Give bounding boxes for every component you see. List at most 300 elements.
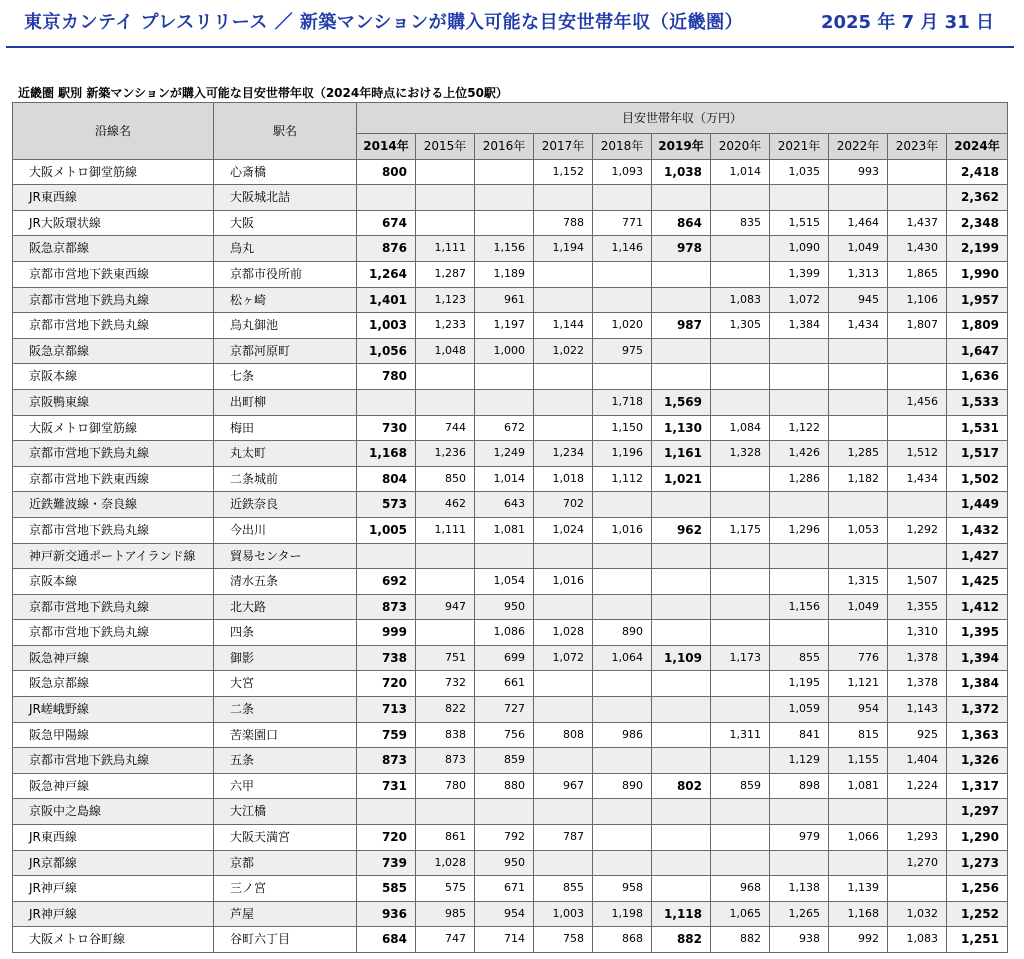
table-row bbox=[13, 415, 1008, 441]
income-cell bbox=[475, 210, 534, 236]
income-cell: 890 bbox=[593, 620, 652, 646]
income-cell: 1,122 bbox=[770, 415, 829, 441]
income-cell: 585 bbox=[357, 876, 416, 902]
income-cell: 2,362 bbox=[947, 185, 1008, 211]
income-cell: 1,028 bbox=[416, 850, 475, 876]
station-name: 二条城前 bbox=[214, 466, 357, 492]
income-cell bbox=[534, 287, 593, 313]
income-cell: 1,066 bbox=[829, 825, 888, 851]
income-cell bbox=[475, 389, 534, 415]
year-header: 2019年 bbox=[652, 134, 711, 160]
income-cell: 1,384 bbox=[947, 671, 1008, 697]
income-cell: 1,018 bbox=[534, 466, 593, 492]
income-cell: 1,014 bbox=[711, 159, 770, 185]
line-name: 阪急京都線 bbox=[13, 236, 214, 262]
income-cell: 462 bbox=[416, 492, 475, 518]
year-header: 2017年 bbox=[534, 134, 593, 160]
income-cell bbox=[888, 799, 947, 825]
line-name: JR東西線 bbox=[13, 185, 214, 211]
income-cell: 1,256 bbox=[947, 876, 1008, 902]
income-cell: 938 bbox=[770, 927, 829, 953]
station-name: 松ヶ崎 bbox=[214, 287, 357, 313]
income-cell: 1,718 bbox=[593, 389, 652, 415]
income-cell: 744 bbox=[416, 415, 475, 441]
income-cell bbox=[711, 389, 770, 415]
income-cell: 727 bbox=[475, 697, 534, 723]
line-name: 阪急神戸線 bbox=[13, 645, 214, 671]
income-cell: 1,531 bbox=[947, 415, 1008, 441]
income-cell bbox=[829, 389, 888, 415]
income-cell bbox=[711, 185, 770, 211]
table-row bbox=[13, 236, 1008, 262]
station-name: 四条 bbox=[214, 620, 357, 646]
income-cell: 954 bbox=[829, 697, 888, 723]
income-cell: 1,865 bbox=[888, 261, 947, 287]
income-cell bbox=[770, 569, 829, 595]
income-cell: 1,432 bbox=[947, 517, 1008, 543]
table-row bbox=[13, 185, 1008, 211]
table-row bbox=[13, 876, 1008, 902]
income-cell bbox=[593, 364, 652, 390]
line-name: 京都市営地下鉄東西線 bbox=[13, 466, 214, 492]
income-cell bbox=[534, 543, 593, 569]
income-cell: 1,053 bbox=[829, 517, 888, 543]
income-cell: 1,168 bbox=[829, 901, 888, 927]
station-name: 谷町六丁目 bbox=[214, 927, 357, 953]
station-name: 今出川 bbox=[214, 517, 357, 543]
income-cell bbox=[534, 594, 593, 620]
income-cell bbox=[888, 338, 947, 364]
station-name: 五条 bbox=[214, 748, 357, 774]
station-name: 出町柳 bbox=[214, 389, 357, 415]
income-cell: 1,038 bbox=[652, 159, 711, 185]
station-name: 大阪天満宮 bbox=[214, 825, 357, 851]
table-row bbox=[13, 722, 1008, 748]
income-cell bbox=[416, 185, 475, 211]
line-name: 京都市営地下鉄東西線 bbox=[13, 261, 214, 287]
income-cell: 713 bbox=[357, 697, 416, 723]
income-cell: 1,161 bbox=[652, 441, 711, 467]
income-cell: 1,021 bbox=[652, 466, 711, 492]
income-cell bbox=[829, 364, 888, 390]
income-cell bbox=[593, 825, 652, 851]
income-cell: 1,297 bbox=[947, 799, 1008, 825]
station-name: 六甲 bbox=[214, 773, 357, 799]
income-cell: 925 bbox=[888, 722, 947, 748]
income-cell: 780 bbox=[416, 773, 475, 799]
income-cell: 1,081 bbox=[475, 517, 534, 543]
income-cell: 1,252 bbox=[947, 901, 1008, 927]
station-name: 大江橋 bbox=[214, 799, 357, 825]
income-cell bbox=[770, 492, 829, 518]
income-cell: 1,194 bbox=[534, 236, 593, 262]
income-cell: 1,032 bbox=[888, 901, 947, 927]
income-cell bbox=[593, 543, 652, 569]
income-cell: 936 bbox=[357, 901, 416, 927]
income-cell bbox=[475, 364, 534, 390]
income-cell bbox=[652, 876, 711, 902]
line-name: 阪急京都線 bbox=[13, 671, 214, 697]
income-cell: 1,143 bbox=[888, 697, 947, 723]
income-cell bbox=[652, 261, 711, 287]
income-cell: 671 bbox=[475, 876, 534, 902]
income-cell: 999 bbox=[357, 620, 416, 646]
income-cell: 1,807 bbox=[888, 313, 947, 339]
income-cell bbox=[770, 364, 829, 390]
income-cell: 1,412 bbox=[947, 594, 1008, 620]
line-name: 京都市営地下鉄烏丸線 bbox=[13, 313, 214, 339]
income-cell: 967 bbox=[534, 773, 593, 799]
income-cell: 1,270 bbox=[888, 850, 947, 876]
income-cell bbox=[652, 671, 711, 697]
income-cell: 732 bbox=[416, 671, 475, 697]
station-name: 北大路 bbox=[214, 594, 357, 620]
income-cell bbox=[652, 185, 711, 211]
income-cell bbox=[711, 594, 770, 620]
income-cell bbox=[888, 185, 947, 211]
line-name: 京都市営地下鉄烏丸線 bbox=[13, 287, 214, 313]
income-cell: 731 bbox=[357, 773, 416, 799]
income-cell: 1,086 bbox=[475, 620, 534, 646]
income-cell: 1,437 bbox=[888, 210, 947, 236]
income-cell: 800 bbox=[357, 159, 416, 185]
income-cell bbox=[593, 799, 652, 825]
income-cell: 1,003 bbox=[534, 901, 593, 927]
income-cell bbox=[711, 261, 770, 287]
table-row bbox=[13, 569, 1008, 595]
income-cell: 1,401 bbox=[357, 287, 416, 313]
income-cell: 1,296 bbox=[770, 517, 829, 543]
income-cell: 1,156 bbox=[770, 594, 829, 620]
line-name: JR京都線 bbox=[13, 850, 214, 876]
income-cell: 1,809 bbox=[947, 313, 1008, 339]
income-cell: 985 bbox=[416, 901, 475, 927]
income-cell bbox=[829, 338, 888, 364]
income-cell bbox=[652, 364, 711, 390]
income-cell: 674 bbox=[357, 210, 416, 236]
income-cell bbox=[711, 569, 770, 595]
income-cell: 958 bbox=[593, 876, 652, 902]
income-cell: 1,111 bbox=[416, 517, 475, 543]
table-row bbox=[13, 697, 1008, 723]
income-cell: 950 bbox=[475, 850, 534, 876]
station-name: 七条 bbox=[214, 364, 357, 390]
income-cell: 1,028 bbox=[534, 620, 593, 646]
income-cell: 1,957 bbox=[947, 287, 1008, 313]
income-cell: 1,399 bbox=[770, 261, 829, 287]
income-cell: 1,310 bbox=[888, 620, 947, 646]
income-cell: 1,317 bbox=[947, 773, 1008, 799]
income-cell bbox=[652, 697, 711, 723]
station-name: 二条 bbox=[214, 697, 357, 723]
station-name: 烏丸御池 bbox=[214, 313, 357, 339]
income-cell: 1,152 bbox=[534, 159, 593, 185]
income-cell: 1,233 bbox=[416, 313, 475, 339]
income-cell: 1,425 bbox=[947, 569, 1008, 595]
income-cell: 1,130 bbox=[652, 415, 711, 441]
line-name: 京都市営地下鉄烏丸線 bbox=[13, 441, 214, 467]
line-name: 大阪メトロ谷町線 bbox=[13, 927, 214, 953]
station-name: 京都 bbox=[214, 850, 357, 876]
income-cell: 1,118 bbox=[652, 901, 711, 927]
income-cell: 1,265 bbox=[770, 901, 829, 927]
table-row bbox=[13, 901, 1008, 927]
income-cell: 1,123 bbox=[416, 287, 475, 313]
line-name: 京都市営地下鉄烏丸線 bbox=[13, 748, 214, 774]
station-name: 貿易センター bbox=[214, 543, 357, 569]
income-cell bbox=[593, 697, 652, 723]
income-cell: 1,394 bbox=[947, 645, 1008, 671]
income-cell: 1,083 bbox=[711, 287, 770, 313]
income-cell: 1,647 bbox=[947, 338, 1008, 364]
income-cell: 1,083 bbox=[888, 927, 947, 953]
income-cell bbox=[534, 697, 593, 723]
line-name: 神戸新交通ポートアイランド線 bbox=[13, 543, 214, 569]
income-cell bbox=[534, 261, 593, 287]
table-row bbox=[13, 927, 1008, 953]
income-cell bbox=[888, 415, 947, 441]
income-cell: 861 bbox=[416, 825, 475, 851]
income-cell: 1,378 bbox=[888, 645, 947, 671]
income-cell bbox=[829, 185, 888, 211]
income-cell bbox=[711, 492, 770, 518]
income-cell bbox=[416, 620, 475, 646]
line-name: 京都市営地下鉄烏丸線 bbox=[13, 517, 214, 543]
income-cell bbox=[711, 466, 770, 492]
income-cell: 1,155 bbox=[829, 748, 888, 774]
income-cell bbox=[711, 620, 770, 646]
station-name: 大宮 bbox=[214, 671, 357, 697]
income-cell: 1,292 bbox=[888, 517, 947, 543]
income-cell bbox=[829, 415, 888, 441]
income-cell: 1,090 bbox=[770, 236, 829, 262]
table-row bbox=[13, 645, 1008, 671]
table-row bbox=[13, 517, 1008, 543]
income-cell: 1,003 bbox=[357, 313, 416, 339]
income-cell bbox=[652, 722, 711, 748]
line-name: JR東西線 bbox=[13, 825, 214, 851]
line-name: 阪急甲陽線 bbox=[13, 722, 214, 748]
income-cell: 1,305 bbox=[711, 313, 770, 339]
income-cell: 882 bbox=[652, 927, 711, 953]
income-cell: 1,363 bbox=[947, 722, 1008, 748]
income-cell: 1,173 bbox=[711, 645, 770, 671]
income-cell bbox=[652, 620, 711, 646]
line-name: 阪急神戸線 bbox=[13, 773, 214, 799]
income-cell: 808 bbox=[534, 722, 593, 748]
income-cell: 1,636 bbox=[947, 364, 1008, 390]
income-cell: 1,273 bbox=[947, 850, 1008, 876]
income-cell: 880 bbox=[475, 773, 534, 799]
income-cell: 1,287 bbox=[416, 261, 475, 287]
table-row bbox=[13, 338, 1008, 364]
income-cell: 756 bbox=[475, 722, 534, 748]
income-cell bbox=[711, 850, 770, 876]
income-cell bbox=[593, 492, 652, 518]
income-cell: 993 bbox=[829, 159, 888, 185]
income-cell: 822 bbox=[416, 697, 475, 723]
year-header: 2016年 bbox=[475, 134, 534, 160]
table-row bbox=[13, 594, 1008, 620]
income-cell bbox=[829, 620, 888, 646]
income-cell: 1,156 bbox=[475, 236, 534, 262]
income-cell: 1,430 bbox=[888, 236, 947, 262]
table-row bbox=[13, 620, 1008, 646]
income-cell bbox=[829, 799, 888, 825]
income-cell bbox=[593, 569, 652, 595]
table-row bbox=[13, 364, 1008, 390]
income-cell bbox=[534, 850, 593, 876]
income-cell: 979 bbox=[770, 825, 829, 851]
station-name: 御影 bbox=[214, 645, 357, 671]
income-cell bbox=[534, 185, 593, 211]
income-cell: 882 bbox=[711, 927, 770, 953]
income-cell: 987 bbox=[652, 313, 711, 339]
income-cell: 1,024 bbox=[534, 517, 593, 543]
income-cell: 1,515 bbox=[770, 210, 829, 236]
income-cell bbox=[888, 543, 947, 569]
income-cell: 1,111 bbox=[416, 236, 475, 262]
income-cell bbox=[357, 185, 416, 211]
income-cell: 1,512 bbox=[888, 441, 947, 467]
income-cell: 1,054 bbox=[475, 569, 534, 595]
line-name: 京都市営地下鉄烏丸線 bbox=[13, 620, 214, 646]
income-cell: 714 bbox=[475, 927, 534, 953]
table-row bbox=[13, 492, 1008, 518]
income-cell: 1,507 bbox=[888, 569, 947, 595]
station-name: 梅田 bbox=[214, 415, 357, 441]
income-cell bbox=[888, 492, 947, 518]
income-cell: 962 bbox=[652, 517, 711, 543]
income-cell: 838 bbox=[416, 722, 475, 748]
income-cell: 804 bbox=[357, 466, 416, 492]
table-row bbox=[13, 466, 1008, 492]
income-cell: 1,434 bbox=[888, 466, 947, 492]
income-cell: 1,197 bbox=[475, 313, 534, 339]
table-row bbox=[13, 748, 1008, 774]
income-cell: 1,426 bbox=[770, 441, 829, 467]
income-cell: 835 bbox=[711, 210, 770, 236]
income-cell: 802 bbox=[652, 773, 711, 799]
income-cell: 1,139 bbox=[829, 876, 888, 902]
income-cell: 968 bbox=[711, 876, 770, 902]
income-cell bbox=[593, 261, 652, 287]
income-cell: 1,285 bbox=[829, 441, 888, 467]
station-name: 心斎橋 bbox=[214, 159, 357, 185]
income-cell: 1,121 bbox=[829, 671, 888, 697]
income-cell: 1,315 bbox=[829, 569, 888, 595]
line-name: 大阪メトロ御堂筋線 bbox=[13, 415, 214, 441]
income-cell: 873 bbox=[357, 594, 416, 620]
income-cell bbox=[416, 799, 475, 825]
line-name: 京阪本線 bbox=[13, 569, 214, 595]
income-cell: 1,093 bbox=[593, 159, 652, 185]
income-table bbox=[12, 102, 1008, 953]
income-cell: 720 bbox=[357, 671, 416, 697]
income-cell bbox=[652, 799, 711, 825]
income-cell: 1,196 bbox=[593, 441, 652, 467]
line-name: JR大阪環状線 bbox=[13, 210, 214, 236]
year-header: 2018年 bbox=[593, 134, 652, 160]
table-row bbox=[13, 159, 1008, 185]
income-cell: 890 bbox=[593, 773, 652, 799]
station-name: 京都市役所前 bbox=[214, 261, 357, 287]
income-cell: 1,569 bbox=[652, 389, 711, 415]
income-cell: 684 bbox=[357, 927, 416, 953]
income-cell: 954 bbox=[475, 901, 534, 927]
income-cell bbox=[475, 185, 534, 211]
income-cell bbox=[357, 799, 416, 825]
income-cell: 776 bbox=[829, 645, 888, 671]
header-income-group: 目安世帯年収（万円） bbox=[357, 103, 1008, 134]
year-header: 2014年 bbox=[357, 134, 416, 160]
income-cell bbox=[770, 543, 829, 569]
income-cell: 573 bbox=[357, 492, 416, 518]
income-cell bbox=[770, 850, 829, 876]
income-cell: 1,311 bbox=[711, 722, 770, 748]
income-cell: 759 bbox=[357, 722, 416, 748]
section-title: 近畿圏 駅別 新築マンションが購入可能な目安世帯年収（2024年時点における上位50駅） bbox=[18, 86, 508, 100]
income-cell: 1,395 bbox=[947, 620, 1008, 646]
income-cell: 739 bbox=[357, 850, 416, 876]
income-cell bbox=[475, 543, 534, 569]
income-cell: 975 bbox=[593, 338, 652, 364]
income-cell bbox=[770, 620, 829, 646]
income-cell: 1,378 bbox=[888, 671, 947, 697]
income-cell: 1,106 bbox=[888, 287, 947, 313]
income-cell: 1,198 bbox=[593, 901, 652, 927]
income-cell: 1,326 bbox=[947, 748, 1008, 774]
station-name: 苦楽園口 bbox=[214, 722, 357, 748]
income-cell: 1,464 bbox=[829, 210, 888, 236]
income-cell: 2,418 bbox=[947, 159, 1008, 185]
income-cell bbox=[475, 799, 534, 825]
income-cell bbox=[829, 850, 888, 876]
line-name: 大阪メトロ御堂筋線 bbox=[13, 159, 214, 185]
income-cell: 1,168 bbox=[357, 441, 416, 467]
income-cell bbox=[416, 210, 475, 236]
income-cell bbox=[534, 799, 593, 825]
income-cell: 1,313 bbox=[829, 261, 888, 287]
income-cell bbox=[711, 748, 770, 774]
income-cell bbox=[652, 338, 711, 364]
income-cell bbox=[770, 185, 829, 211]
income-cell: 859 bbox=[711, 773, 770, 799]
income-cell: 876 bbox=[357, 236, 416, 262]
income-cell: 1,236 bbox=[416, 441, 475, 467]
income-cell: 1,016 bbox=[593, 517, 652, 543]
income-cell bbox=[711, 825, 770, 851]
income-cell: 947 bbox=[416, 594, 475, 620]
release-date: 2025 年 7 月 31 日 bbox=[820, 12, 994, 33]
station-name: 京都河原町 bbox=[214, 338, 357, 364]
income-cell: 1,224 bbox=[888, 773, 947, 799]
income-cell: 1,005 bbox=[357, 517, 416, 543]
station-name: 大阪城北詰 bbox=[214, 185, 357, 211]
income-cell: 751 bbox=[416, 645, 475, 671]
income-cell: 992 bbox=[829, 927, 888, 953]
year-header: 2020年 bbox=[711, 134, 770, 160]
income-cell: 1,150 bbox=[593, 415, 652, 441]
income-cell bbox=[888, 876, 947, 902]
income-cell bbox=[416, 569, 475, 595]
income-cell: 1,016 bbox=[534, 569, 593, 595]
line-name: JR嵯峨野線 bbox=[13, 697, 214, 723]
income-cell: 672 bbox=[475, 415, 534, 441]
income-cell: 1,189 bbox=[475, 261, 534, 287]
income-cell: 1,049 bbox=[829, 594, 888, 620]
income-cell: 864 bbox=[652, 210, 711, 236]
